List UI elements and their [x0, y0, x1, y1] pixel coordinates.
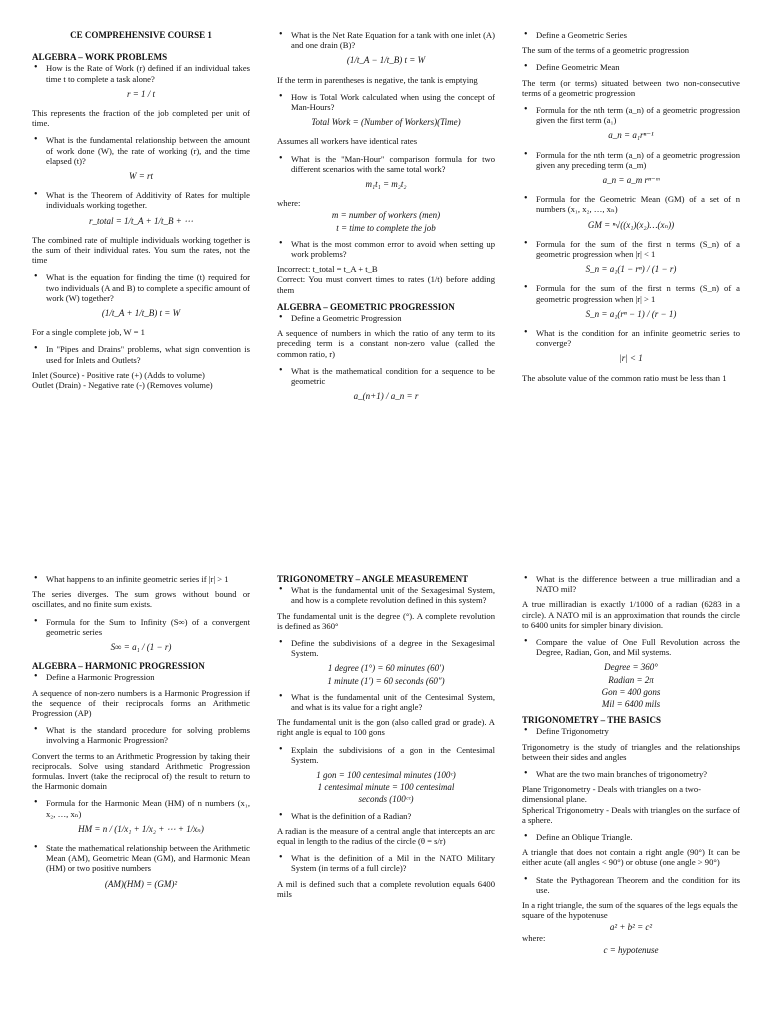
formula-line: 1 minute (1′) = 60 seconds (60″): [327, 675, 445, 686]
answer-text: The fundamental unit is the degree (°). A complete revolution is defined as 360°: [277, 610, 495, 631]
formula-line: c = hypotenuse: [603, 944, 659, 955]
question-item: • What is the fundamental unit of the Centesimal System, and what is its value for a right angle?: [277, 692, 495, 712]
question-item: • What is the fundamental relationship between the amount of work done (W), the rate of working (r), and the time elapsed (t)?: [32, 135, 250, 166]
column-6: [522, 574, 740, 955]
answer-text: If the term in parentheses is negative, the tank is emptying: [277, 74, 478, 85]
answer-text: The absolute value of the common ratio must be less than 1: [522, 372, 727, 383]
question-item: • State the mathematical relationship between the Arithmetic Mean (AM), Geometric Mean (GM), and Harmonic Mean (HM) or two positive numbers: [32, 843, 250, 874]
section-heading: ALGEBRA – WORK PROBLEMS: [32, 52, 168, 63]
question-item: • Define a Harmonic Progression: [32, 672, 250, 682]
formula: GM = ⁿ√((x₁)(x₂)…(xₙ)): [587, 219, 675, 230]
question-item: • State the Pythagorean Theorem and the condition for its use.: [522, 875, 740, 895]
formula-line: t = time to complete the job: [336, 222, 436, 233]
answer-line: Outlet (Drain) - Negative rate (-) (Removes volume): [32, 380, 213, 391]
formula-line: 1 centesimal minute = 100 centesimal: [317, 782, 455, 793]
answer-line: where:: [522, 932, 546, 943]
column-3: [522, 30, 740, 390]
column-1: [32, 30, 250, 390]
answer-text: A sequence of non-zero numbers is a Harmonic Progression if the sequence of their reciprocals forms an Arithmetic Progression (AP): [32, 687, 250, 719]
formula-line: a² + b² = c²: [609, 922, 653, 933]
answer-text: Trigonometry is the study of triangles and the relationships between their sides and angles: [522, 741, 740, 762]
column-5: [277, 574, 495, 906]
answer-text: The fundamental unit is the gon (also called grad or grade). A right angle is equal to 100 gons: [277, 717, 495, 738]
question-item: • What is the definition of a Radian?: [277, 811, 495, 821]
question-item: • Define a Geometric Progression: [277, 313, 495, 323]
formula: (1/t_A + 1/t_B) t = W: [101, 308, 181, 319]
section-heading: TRIGONOMETRY – THE BASICS: [522, 715, 661, 726]
answer-text: The sum of the terms of a geometric progression: [522, 45, 690, 56]
question-item: • In "Pipes and Drains" problems, what sign convention is used for Inlets and Outlets?: [32, 344, 250, 364]
formula-line: Radian = 2π: [608, 674, 654, 685]
formula: a_(n+1) / a_n = r: [353, 391, 419, 402]
question-item: • How is Total Work calculated when using the concept of Man-Hours?: [277, 92, 495, 112]
section-heading: ALGEBRA – HARMONIC PROGRESSION: [32, 661, 205, 672]
question-item: • Define a Geometric Series: [522, 30, 740, 40]
question-item: • Compare the value of One Full Revolution across the Degree, Radian, Gon, and Mil systems.: [522, 637, 740, 657]
formula: a_n = a₁rⁿ⁻¹: [608, 130, 654, 141]
formula: |r| < 1: [619, 353, 643, 364]
column-4: [32, 574, 250, 898]
question-item: • What is the difference between a true milliradian and a NATO mil?: [522, 574, 740, 594]
question-item: • Formula for the Geometric Mean (GM) of a set of n numbers (x₁, x₂, …, xₙ): [522, 194, 740, 214]
answer-text: A mil is defined such that a complete revolution equals 6400 mils: [277, 878, 495, 899]
section-heading: TRIGONOMETRY – ANGLE MEASUREMENT: [277, 574, 469, 584]
formula: S_n = a₁(rⁿ − 1) / (r − 1): [585, 308, 677, 319]
column-2: [277, 30, 495, 410]
answer-text: For a single complete job, W = 1: [32, 327, 145, 338]
answer-text: The series diverges. The sum grows without bound or oscillates, and no finite sum exists.: [32, 589, 250, 610]
question-item: • What is the most common error to avoid when setting up work problems?: [277, 239, 495, 259]
formula: r = 1 / t: [126, 88, 156, 99]
answer-line: Incorrect: t_total = t_A + t_B: [277, 264, 378, 275]
question-item: • What is the fundamental unit of the Sexagesimal System, and how is a complete revolution defined in this system?: [277, 585, 495, 605]
formula: m₁t₁ = m₂t₂: [365, 179, 407, 190]
answer-line: Inlet (Source) - Positive rate (+) (Adds to volume): [32, 369, 205, 380]
formula: Total Work = (Number of Workers)(Time): [311, 117, 461, 128]
formula-line: Gon = 400 gons: [601, 686, 661, 697]
question-item: • What happens to an infinite geometric series if |r| > 1: [32, 574, 250, 584]
formula-line: m = number of workers (men): [331, 210, 441, 221]
question-item: • Formula for the nth term (a_n) of a geometric progression given the first term (a₁): [522, 105, 740, 125]
formula: S∞ = a₁ / (1 − r): [110, 642, 172, 653]
question-item: • What are the two main branches of trigonometry?: [522, 769, 740, 779]
answer-line: In a right triangle, the sum of the squares of the legs equals the square of the hypotenuse: [522, 900, 738, 921]
answer-text: Assumes all workers have identical rates: [277, 136, 418, 147]
question-item: • Define an Oblique Triangle.: [522, 832, 740, 842]
answer-text: Correct: You must convert times to rates (1/t) before adding them: [277, 274, 495, 295]
question-item: • What is the "Man-Hour" comparison formula for two different scenarios with the same total work?: [277, 154, 495, 174]
question-item: • What is the condition for an infinite geometric series to converge?: [522, 328, 740, 348]
answer-line: where:: [277, 198, 301, 209]
question-item: • Formula for the sum of the first n terms (S_n) of a geometric progression when |r| > 1: [522, 283, 740, 303]
question-item: • Define Trigonometry: [522, 726, 740, 736]
question-item: • What is the standard procedure for solving problems involving a Harmonic Progression?: [32, 725, 250, 745]
question-item: • What is the equation for finding the time (t) required for two individuals (A and B) to complete a specific amount of work (W) together?: [32, 272, 250, 303]
question-item: • Formula for the nth term (a_n) of a geometric progression given any preceding term (a_m): [522, 150, 740, 170]
answer-text: A sequence of numbers in which the ratio of any term to its preceding term is a constant non-zero value (called the common ratio, r): [277, 328, 495, 359]
answer-text: A triangle that does not contain a right angle (90°) It can be either acute (all angles < 90°) or obtuse (one angle > 90°): [522, 847, 740, 868]
answer-text: The combined rate of multiple individuals working together is the sum of their individual rates. You sum the rates, not the time: [32, 234, 250, 266]
answer-text: A radian is the measure of a central angle that intercepts an arc equal in length to the radius of the circle (θ = s/r): [277, 825, 495, 847]
formula: S_n = a₁(1 − rⁿ) / (1 − r): [585, 264, 677, 275]
formula: (1/t_A − 1/t_B) t = W: [346, 55, 426, 66]
formula: HM = n / (1/x₁ + 1/x₂ + ⋯ + 1/xₙ): [78, 823, 204, 834]
formula: (AM)(HM) = (GM)²: [104, 878, 178, 889]
answer-text: This represents the fraction of the job completed per unit of time.: [32, 108, 250, 129]
question-item: • What is the definition of a Mil in the NATO Military System (in terms of a full circle)?: [277, 853, 495, 873]
formula-line: 1 gon = 100 centesimal minutes (100ᶜ): [316, 770, 456, 781]
formula: r_total = 1/t_A + 1/t_B + ⋯: [88, 215, 194, 226]
question-item: • What is the Net Rate Equation for a tank with one inlet (A) and one drain (B)?: [277, 30, 495, 50]
formula: a_n = a_m rⁿ⁻ᵐ: [602, 175, 660, 186]
answer-text: Spherical Trigonometry - Deals with triangles on the surface of a sphere.: [522, 804, 740, 825]
formula: W = rt: [128, 171, 154, 182]
document-title: CE COMPREHENSIVE COURSE 1: [70, 30, 212, 40]
formula-line: 1 degree (1°) = 60 minutes (60′): [327, 663, 445, 674]
question-item: • What is the Theorem of Additivity of Rates for multiple individuals working together.: [32, 190, 250, 210]
answer-text: Convert the terms to an Arithmetic Progression by taking their reciprocals. Solve using standard Arithmetic Progression formulas. Invert (take the reciprocal of) the result to return to the Harmonic domain: [32, 750, 250, 792]
formula-line: seconds (100ᶜᶜ): [358, 794, 414, 805]
question-item: • Define the subdivisions of a degree in the Sexagesimal System.: [277, 638, 495, 658]
answer-text: The term (or terms) situated between two non-consecutive terms of a geometric progression: [522, 77, 740, 98]
answer-line: Plane Trigonometry - Deals with triangles on a two-dimensional plane.: [522, 784, 702, 805]
question-item: • Define Geometric Mean: [522, 62, 740, 72]
section-heading: ALGEBRA – GEOMETRIC PROGRESSION: [277, 301, 455, 312]
question-item: • Explain the subdivisions of a gon in the Centesimal System.: [277, 745, 495, 765]
answer-text: A true milliradian is exactly 1/1000 of a radian (6283 in a circle). A NATO mil is an approximation that rounds the circle to 6400 units for simpler binary division.: [522, 599, 740, 630]
question-item: • What is the mathematical condition for a sequence to be geometric: [277, 366, 495, 386]
question-item: • How is the Rate of Work (r) defined if an individual takes time t to complete a task alone?: [32, 63, 250, 83]
formula-line: Mil = 6400 mils: [601, 699, 661, 710]
question-item: • Formula for the sum of the first n terms (S_n) of a geometric progression when |r| < 1: [522, 239, 740, 259]
question-item: • Formula for the Sum to Infinity (S∞) of a convergent geometric series: [32, 617, 250, 637]
formula-line: Degree = 360°: [604, 662, 658, 673]
question-item: • Formula for the Harmonic Mean (HM) of n numbers (x₁, x₂, …, xₙ): [32, 798, 250, 818]
